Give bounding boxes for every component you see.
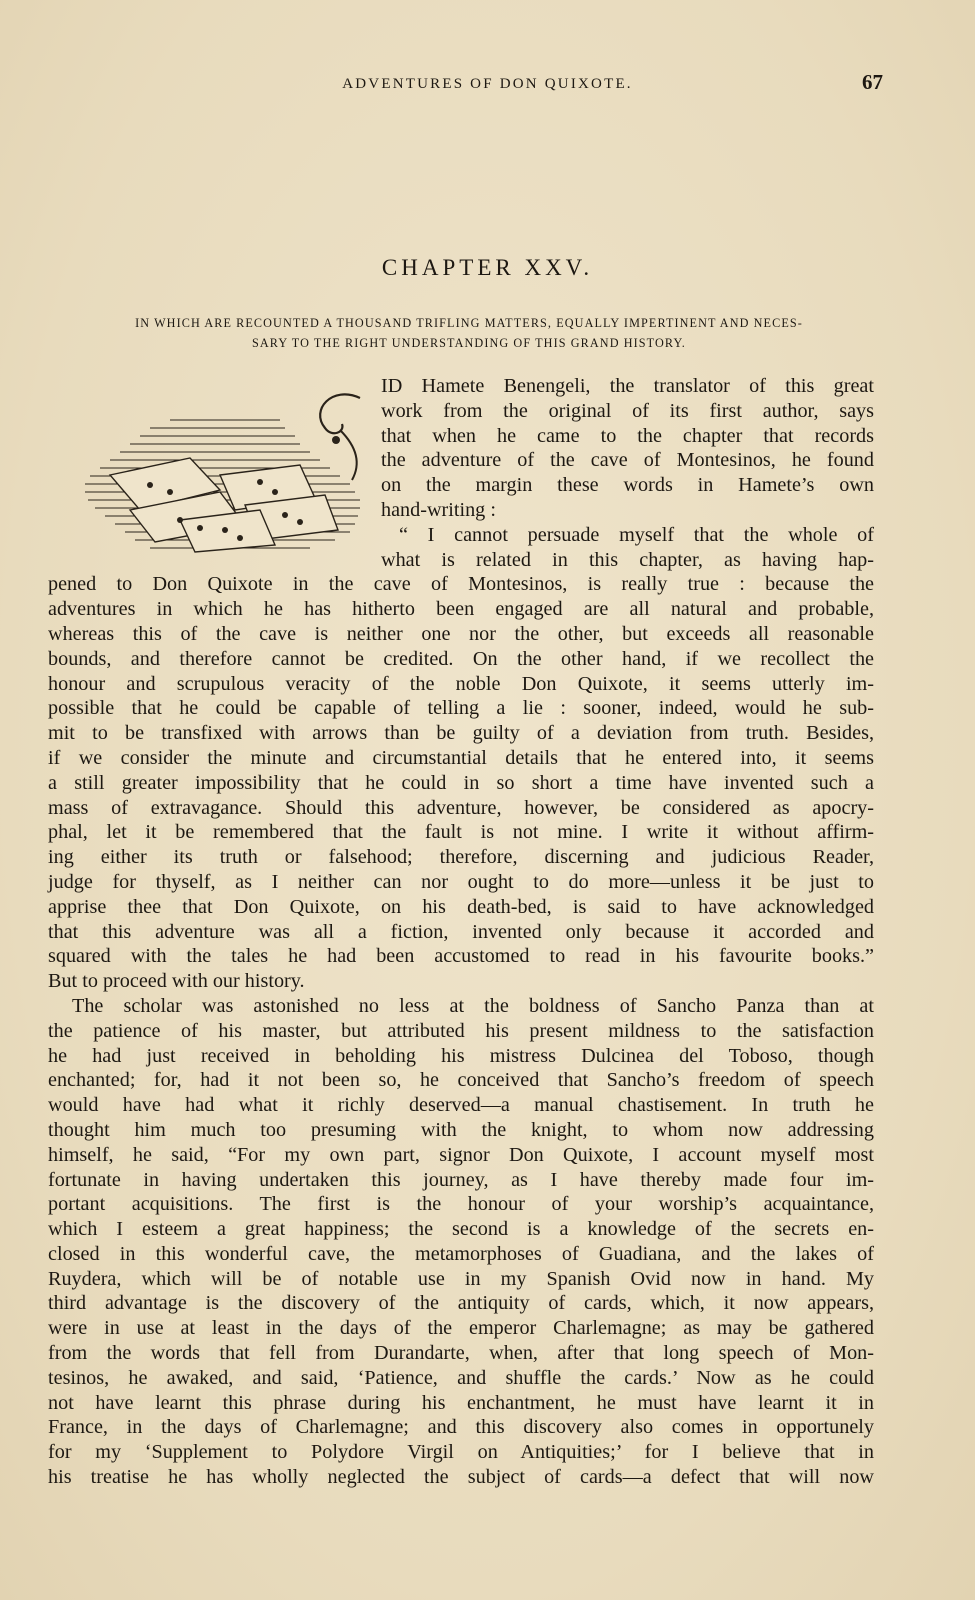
text-line: possible that he could be capable of telling a lie : sooner, indeed, would he sub- bbox=[48, 697, 874, 720]
text-line: bounds, and therefore cannot be credited. On the other hand, if we recollect the bbox=[48, 647, 874, 670]
chapter-summary bbox=[52, 313, 886, 353]
text-line: fortunate in having undertaken this journey, as I have thereby made four im- bbox=[48, 1168, 874, 1191]
text-line: “ I cannot persuade myself that the whole of bbox=[399, 523, 874, 546]
text-line: work from the original of its first author, says bbox=[381, 399, 874, 422]
text-line: ing either its truth or falsehood; therefore, discerning and judicious Reader, bbox=[48, 846, 874, 869]
text-line: tesinos, he awaked, and said, ‘Patience, and shuffle the cards.’ Now as he could bbox=[48, 1366, 874, 1389]
text-line: if we consider the minute and circumstantial details that he entered into, it seems bbox=[48, 746, 874, 769]
text-line: ID Hamete Benengeli, the translator of this great bbox=[381, 375, 874, 397]
body-text bbox=[48, 374, 874, 1490]
text-line: enchanted; for, had it not been so, he conceived that Sancho’s freedom of speech bbox=[48, 1069, 874, 1092]
text-line: from the words that fell from Durandarte, when, after that long speech of Mon- bbox=[48, 1342, 874, 1365]
text-line: pened to Don Quixote in the cave of Montesinos, is really true : because the bbox=[48, 573, 874, 596]
text-line: But to proceed with our history. bbox=[48, 970, 305, 993]
text-line: phal, let it be remembered that the fault is not mine. I write it without affirm- bbox=[48, 821, 874, 844]
chapter-summary-line: SARY TO THE RIGHT UNDERSTANDING OF THIS GRAND HISTORY. bbox=[252, 336, 686, 350]
text-line: France, in the days of Charlemagne; and this discovery also comes in opportunely bbox=[48, 1416, 874, 1439]
text-line: a still greater impossibility that he could in so short a time have invented such a bbox=[48, 771, 874, 794]
page-number: 67 bbox=[862, 70, 883, 94]
text-line: that when he came to the chapter that records bbox=[381, 424, 874, 447]
text-line: hand-writing : bbox=[381, 498, 496, 521]
text-line: apprise thee that Don Quixote, on his death-bed, is said to have acknowledged bbox=[48, 895, 874, 918]
running-title: ADVENTURES OF DON QUIXOTE. bbox=[342, 76, 633, 92]
text-line: his treatise he has wholly neglected the subject of cards—a defect that will now bbox=[48, 1466, 874, 1489]
text-line: mit to be transfixed with arrows than be guilty of a deviation from truth. Besides, bbox=[48, 722, 874, 745]
text-line: honour and scrupulous veracity of the noble Don Quixote, it seems utterly im- bbox=[48, 672, 874, 695]
text-line: the patience of his master, but attributed his present mildness to the satisfaction bbox=[48, 1019, 874, 1042]
text-line: Ruydera, which will be of notable use in my Spanish Ovid now in hand. My bbox=[48, 1267, 874, 1290]
text-line: on the margin these words in Hamete’s own bbox=[381, 474, 874, 497]
text-line: whereas this of the cave is neither one nor the other, but exceeds all reasonable bbox=[48, 622, 874, 645]
text-line: himself, he said, “For my own part, signor Don Quixote, I account myself most bbox=[48, 1143, 874, 1166]
text-line: portant acquisitions. The first is the honour of your worship’s acquaintance, bbox=[48, 1193, 874, 1216]
chapter-summary-line: IN WHICH ARE RECOUNTED A THOUSAND TRIFLING MATTERS, EQUALLY IMPERTINENT AND NECES- bbox=[135, 316, 803, 330]
text-line: thought him much too presuming with the knight, to whom now addressing bbox=[48, 1118, 874, 1141]
running-head bbox=[0, 70, 975, 100]
text-line: closed in this wonderful cave, the metamorphoses of Guadiana, and the lakes of bbox=[48, 1242, 874, 1265]
text-line: that this adventure was all a fiction, invented only because it accorded and bbox=[48, 920, 874, 943]
text-line: squared with the tales he had been accustomed to read in his favourite books.” bbox=[48, 945, 874, 968]
chapter-title: CHAPTER XXV. bbox=[381, 255, 594, 280]
text-line: for my ‘Supplement to Polydore Virgil on Antiquities;’ for I believe that in bbox=[48, 1441, 874, 1464]
text-line: would have had what it richly deserved—a manual chastisement. In truth he bbox=[48, 1094, 874, 1117]
text-line: the adventure of the cave of Montesinos, he found bbox=[381, 449, 874, 472]
text-line: adventures in which he has hitherto been engaged are all natural and probable, bbox=[48, 598, 874, 621]
text-line: The scholar was astonished no less at the boldness of Sancho Panza than at bbox=[72, 994, 874, 1017]
text-line: mass of extravagance. Should this adventure, however, be considered as apocry- bbox=[48, 796, 874, 819]
text-line: third advantage is the discovery of the antiquity of cards, which, it now appears, bbox=[48, 1292, 874, 1315]
text-line: were in use at least in the days of the emperor Charlemagne; as may be gathered bbox=[48, 1317, 874, 1340]
text-line: which I esteem a great happiness; the second is a knowledge of the secrets en- bbox=[48, 1218, 874, 1241]
text-line: he had just received in beholding his mistress Dulcinea del Toboso, though bbox=[48, 1044, 874, 1067]
text-line: what is related in this chapter, as having hap- bbox=[381, 548, 874, 571]
text-line: judge for thyself, as I neither can nor ought to do more—unless it be just to bbox=[48, 870, 874, 893]
text-line: not have learnt this phrase during his enchantment, he must have learnt it in bbox=[48, 1391, 874, 1414]
